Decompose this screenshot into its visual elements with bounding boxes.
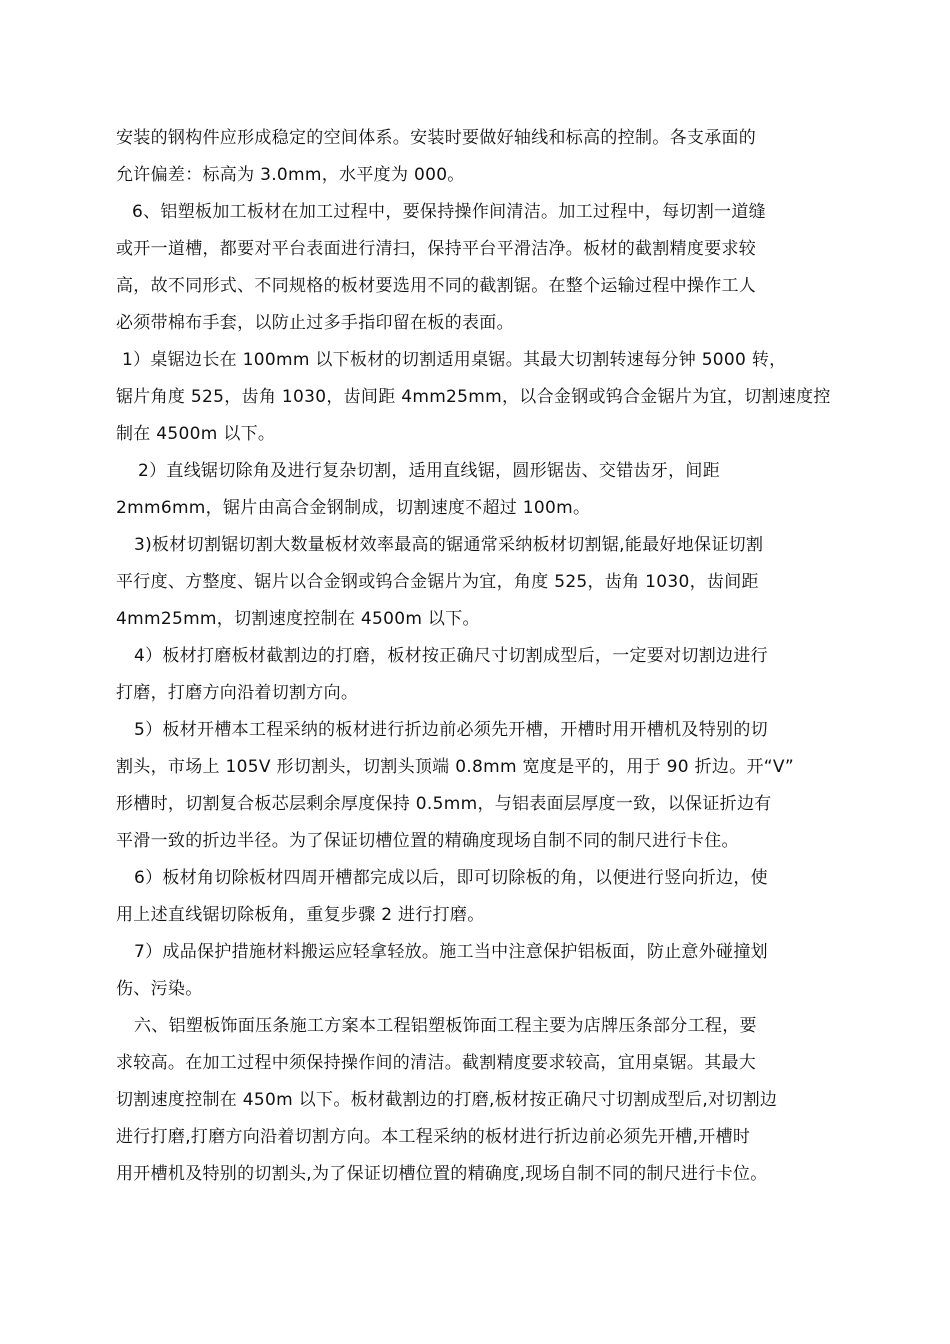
text-line: 3)板材切割锯切割大数量板材效率最高的锯通常采纳板材切割锯,能最好地保证切割 [134,535,764,555]
text-line: 进行打磨,打磨方向沿着切割方向。本工程采纳的板材进行折边前必须先开槽,开槽时 [116,1127,751,1147]
text-line: 2）直线锯切除角及进行复杂切割，适用直线锯，圆形锯齿、交错齿牙，间距 [138,461,721,481]
text-line: 或开一道槽，都要对平台表面进行清扫，保持平台平滑洁净。板材的截割精度要求较 [116,239,757,259]
text-line: 4）板材打磨板材截割边的打磨，板材按正确尺寸切割成型后，一定要对切割边进行 [134,646,768,666]
text-line: 必须带棉布手套，以防止过多手指印留在板的表面。 [116,313,514,333]
text-line: 求较高。在加工过程中须保持操作间的清洁。截割精度要求较高，宜用桌锯。其最大 [116,1053,757,1073]
text-line: 允许偏差：标高为 3.0mm，水平度为 000。 [116,165,465,185]
text-line: 形槽时，切割复合板芯层剩余厚度保持 0.5mm，与铝表面层厚度一致，以保证折边有 [116,794,772,814]
text-line: 锯片角度 525，齿角 1030，齿间距 4mm25mm，以合金钢或钨合金锯片为宜，切割速度控 [116,387,831,407]
paragraph [116,860,846,934]
text-line: 2mm6mm，锯片由高合金钢制成，切割速度不超过 100m。 [116,498,591,518]
paragraph [116,194,846,342]
paragraph [116,712,846,860]
text-line: 4mm25mm，切割速度控制在 4500m 以下。 [116,609,480,629]
text-line: 伤、污染。 [116,979,203,999]
text-line: 割头，市场上 105V 形切割头，切割头顶端 0.8mm 宽度是平的，用于 90 折边。开“V” [116,757,794,777]
text-line: 制在 4500m 以下。 [116,424,276,444]
paragraph [116,453,846,527]
paragraph [116,527,846,638]
paragraph [116,934,846,1008]
text-line: 7）成品保护措施材料搬运应轻拿轻放。施工当中注意保护铝板面，防止意外碰撞划 [134,942,768,962]
text-line: 切割速度控制在 450m 以下。板材截割边的打磨,板材按正确尺寸切割成型后,对切割边 [116,1090,778,1110]
paragraph [116,342,846,453]
text-line: 用上述直线锯切除板角，重复步骤 2 进行打磨。 [116,905,485,925]
text-line: 6）板材角切除板材四周开槽都完成以后，即可切除板的角，以便进行竖向折边，使 [134,868,768,888]
text-line: 六、铝塑板饰面压条施工方案本工程铝塑板饰面工程主要为店牌压条部分工程，要 [134,1016,757,1036]
paragraph [116,1008,846,1193]
text-line: 用开槽机及特别的切割头,为了保证切槽位置的精确度,现场自制不同的制尺进行卡位。 [116,1164,768,1184]
text-line: 1）桌锯边长在 100mm 以下板材的切割适用桌锯。其最大切割转速每分钟 5000 转， [122,350,787,370]
text-line: 平滑一致的折边半径。为了保证切槽位置的精确度现场自制不同的制尺进行卡住。 [116,831,739,851]
paragraph [116,120,846,194]
text-line: 打磨，打磨方向沿着切割方向。 [116,683,359,703]
paragraph [116,638,846,712]
text-line: 平行度、方整度、锯片以合金钢或钨合金锯片为宜，角度 525，齿角 1030，齿间距 [116,572,759,592]
document-body [116,120,846,1193]
text-line: 5）板材开槽本工程采纳的板材进行折边前必须先开槽，开槽时用开槽机及特别的切 [134,720,768,740]
text-line: 高，故不同形式、不同规格的板材要选用不同的截割锯。在整个运输过程中操作工人 [116,276,757,296]
text-line: 6、铝塑板加工板材在加工过程中，要保持操作间清洁。加工过程中，每切割一道缝 [132,202,766,222]
text-line: 安装的钢构件应形成稳定的空间体系。安装时要做好轴线和标高的控制。各支承面的 [116,128,757,148]
